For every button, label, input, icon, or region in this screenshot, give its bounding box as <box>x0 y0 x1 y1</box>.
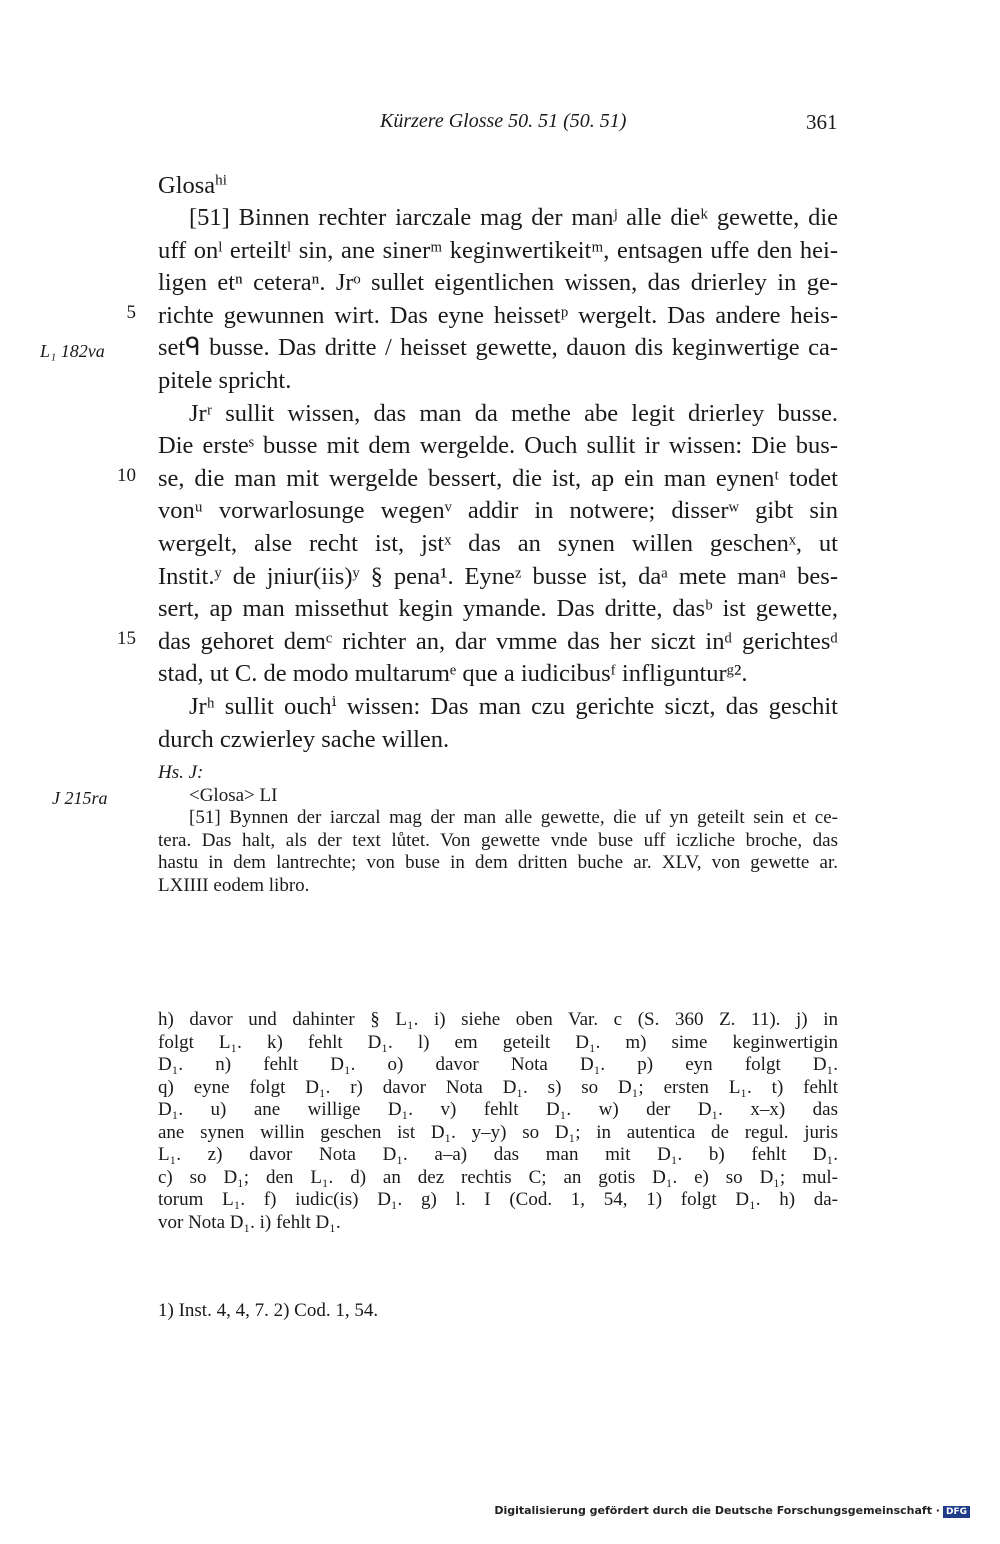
text-line: richte gewunnen wirt. Das eyne heissetᵖ wergelt. Das andere heis- <box>158 301 838 329</box>
dfg-logo: DFG <box>943 1506 970 1518</box>
text-line: Die ersteˢ busse mit dem wergelde. Ouch sullit ir wissen: Die bus- <box>158 432 838 460</box>
glosa-heading: Glosa$^{hi}$ <box>158 171 227 199</box>
hs-j-line: [51] Bynnen der iarczal mag der man alle gewette, die uf yn geteilt sein et ce- <box>189 807 838 828</box>
text-line: Jrʰ sullit ouchⁱ wissen: Das man czu gerichte siczt, das geschit <box>189 692 838 720</box>
footnote-line: L₁. z) davor Nota D₁. a–a) das man mit D₁. b) fehlt D₁. <box>158 1144 838 1165</box>
text-line: wergelt, alse recht ist, jstˣ das an synen willen geschenˣ, ut <box>158 529 838 557</box>
text-line: pitele spricht. <box>158 366 292 394</box>
hs-j-label: Hs. J: <box>158 762 204 783</box>
main-text <box>158 202 838 756</box>
footnote-line: h) davor und dahinter § L₁. i) siehe oben Var. c (S. 360 Z. 11). j) in <box>158 1009 838 1030</box>
digitization-credit: Digitalisierung gefördert durch die Deutsche Forschungsgemeinschaft · DFG <box>494 1504 970 1518</box>
text-line: Jrʳ sullit wissen, das man da methe abe legit drierley busse. <box>189 399 838 427</box>
hs-j-section <box>158 762 838 897</box>
text-line: stad, ut C. de modo multarumᵉ que a iudicibusᶠ infligunturᵍ². <box>158 660 748 688</box>
hs-j-line: hastu in dem lantrechte; von buse in dem dritten buche ar. XLV, von gewette ar. <box>158 852 838 873</box>
text-line: uff onˡ erteiltˡ sin, ane sinerᵐ keginwertikeitᵐ, entsagen uffe den hei- <box>158 236 838 264</box>
footnote-apparatus <box>158 1009 838 1234</box>
hs-j-heading: <Glosa> LI <box>189 784 278 806</box>
hs-j-line: LXIIII eodem libro. <box>158 874 310 896</box>
margin-ref-l1: L₁ 182va <box>40 341 105 361</box>
text-line: das gehoret demᶜ richter an, dar vmme das her siczt inᵈ gerichtesᵈ <box>158 627 838 655</box>
line-number: 15 <box>117 628 136 649</box>
footnote-line: q) eyne folgt D₁. r) davor Nota D₁. s) so D₁; ersten L₁. t) fehlt <box>158 1076 838 1098</box>
text-line: [51] Binnen rechter iarczale mag der manʲ alle dieᵏ gewette, die <box>189 204 838 231</box>
text-line: vonᵘ vorwarlosunge wegenᵛ addir in notwere; disserʷ gibt sin <box>158 497 838 525</box>
text-line: se, die man mit wergelde bessert, die ist, ap ein man eynenᵗ todet <box>158 464 838 492</box>
text-line: setᑫ busse. Das dritte / heisset gewette, dauon dis keginwertige ca- <box>158 334 838 362</box>
source-references: 1) Inst. 4, 4, 7. 2) Cod. 1, 54. <box>158 1300 379 1321</box>
line-number: 10 <box>117 465 136 486</box>
text-line: Instit.ʸ de jniur(iis)ʸ § pena¹. Eyneᶻ busse ist, daᵃ mete manᵃ bes- <box>158 562 838 590</box>
line-number: 5 <box>126 302 136 323</box>
text-line: ligen etⁿ ceteraⁿ. Jrᵒ sullet eigentlichen wissen, das drierley in ge- <box>158 269 838 297</box>
footnote-line: D₁. n) fehlt D₁. o) davor Nota D₁. p) eyn folgt D₁. <box>158 1054 838 1075</box>
margin-ref-j: J 215ra <box>52 788 108 808</box>
text-line: durch czwierley sache willen. <box>158 725 450 753</box>
hs-j-line: tera. Das halt, als der text lůtet. Von gewette vnde buse uff iczliche broche, das <box>158 829 838 851</box>
footnote-line: vor Nota D₁. i) fehlt D₁. <box>158 1211 341 1233</box>
page-number: 361 <box>806 110 838 134</box>
footnote-line: torum L₁. f) iudic(is) D₁. g) l. I (Cod. 1, 54, 1) folgt D₁. h) da- <box>158 1189 838 1210</box>
footnote-line: c) so D₁; den L₁. d) an dez rechtis C; an gotis D₁. e) so D₁; mul- <box>158 1166 838 1188</box>
footnote-line: ane synen willin geschen ist D₁. y–y) so D₁; in autentica de regul. juris <box>158 1121 838 1143</box>
footnote-line: folgt L₁. k) fehlt D₁. l) em geteilt D₁. m) sime keginwertigin <box>158 1031 838 1053</box>
footnote-line: D₁. u) ane willige D₁. v) fehlt D₁. w) der D₁. x–x) das <box>158 1099 838 1120</box>
running-header-title: Kürzere Glosse 50. 51 (50. 51) <box>380 110 627 132</box>
text-line: sert, ap man missethut kegin ymande. Das dritte, dasᵇ ist gewette, <box>158 595 838 623</box>
